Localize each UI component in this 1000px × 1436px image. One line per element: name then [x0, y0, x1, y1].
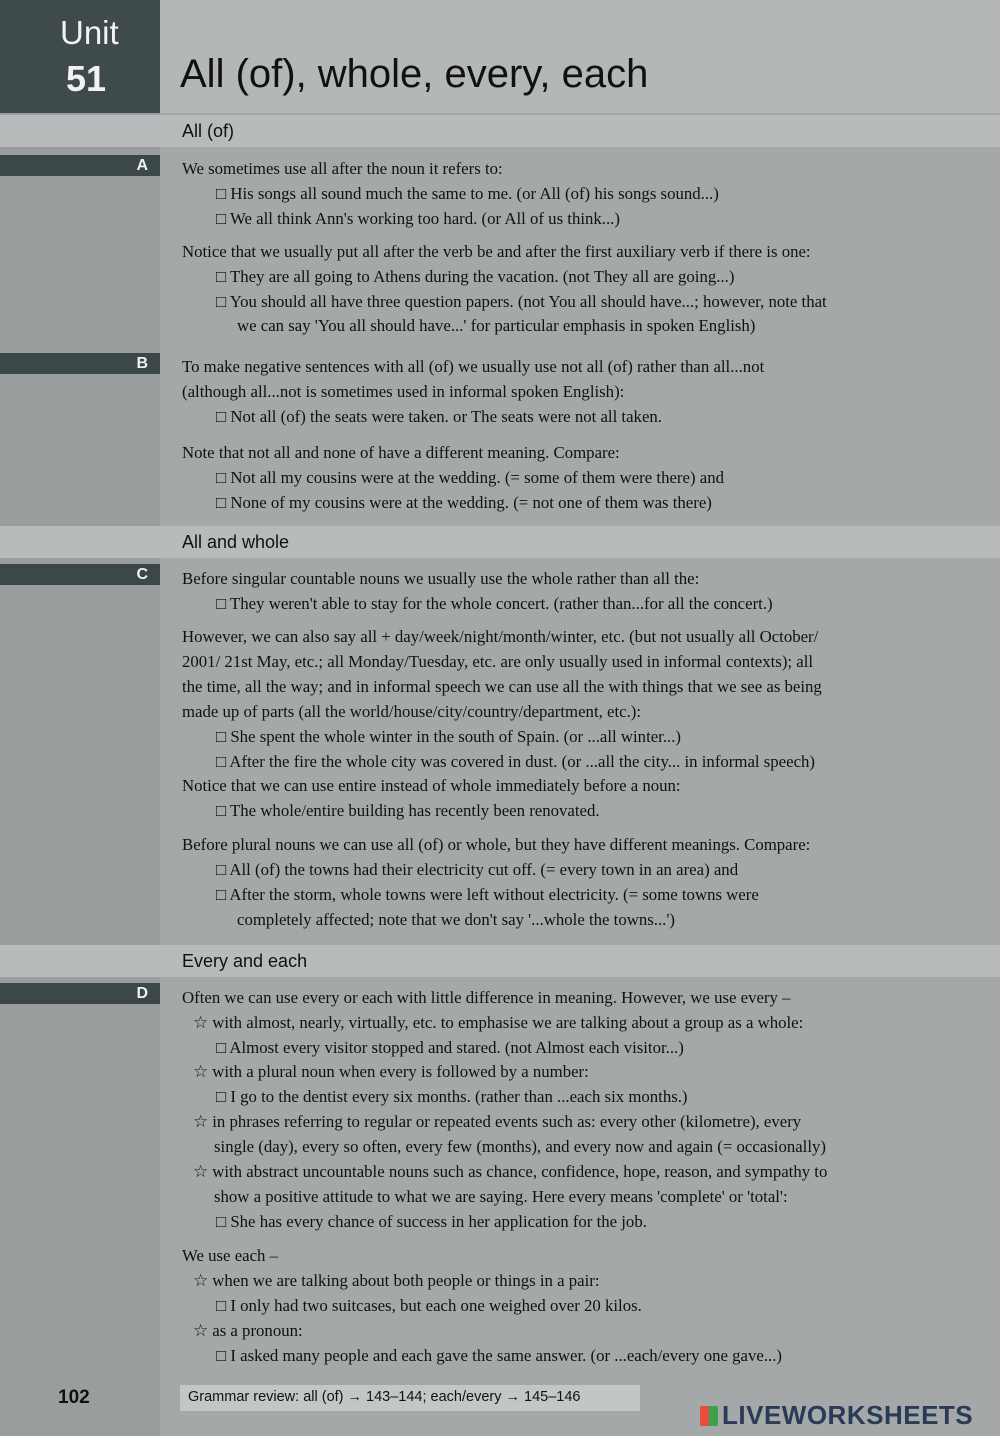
text-line: 2001/ 21st May, etc.; all Monday/Tuesday, etc. are only usually used in informal contexts); all — [182, 652, 814, 671]
bullet-line: ☆ with abstract uncountable nouns such as chance, confidence, hope, reason, and sympathy to — [193, 1162, 828, 1181]
example-line: □ His songs all sound much the same to me. (or All (of) his songs sound...) — [216, 184, 719, 203]
subhead-every-each: Every and each — [182, 951, 308, 971]
example-line: □ Almost every visitor stopped and stared. (not Almost each visitor...) — [216, 1038, 684, 1057]
subhead-all-whole: All and whole — [182, 532, 290, 552]
example-line: □ She spent the whole winter in the south of Spain. (or ...all winter...) — [216, 727, 682, 746]
section-bar-a — [0, 155, 160, 176]
left-margin-column — [0, 0, 160, 1436]
example-line: □ I go to the dentist every six months. (rather than ...each six months.) — [216, 1087, 688, 1106]
example-line: □ They are all going to Athens during the vacation. (not They all are going...) — [216, 267, 735, 286]
page-number: 102 — [58, 1387, 90, 1408]
logo-text: LIVEWORKSHEETS — [722, 1400, 974, 1430]
section-label-b: B — [136, 355, 148, 372]
subhead-band-all-whole — [0, 526, 1000, 558]
example-line: completely affected; note that we don't say '...whole the towns...') — [237, 910, 675, 929]
text-line: To make negative sentences with all (of) we usually use not all (of) rather than all...not — [182, 357, 765, 376]
text-line: However, we can also say all + day/week/night/month/winter, etc. (but not usually all October/ — [182, 627, 819, 646]
section-label-a: A — [136, 157, 148, 174]
text-line: We use each – — [182, 1246, 279, 1265]
section-bar-c — [0, 564, 160, 585]
subhead-band-all-of — [0, 115, 1000, 147]
bullet-line: ☆ with a plural noun when every is followed by a number: — [193, 1062, 589, 1081]
example-line: □ None of my cousins were at the wedding. (= not one of them was there) — [216, 493, 712, 512]
example-line: □ Not all my cousins were at the wedding. (= some of them were there) and — [216, 468, 724, 487]
liveworksheets-icon — [700, 1406, 718, 1426]
subhead-all-of: All (of) — [182, 121, 235, 141]
bullet-line: ☆ with almost, nearly, virtually, etc. to emphasise we are talking about a group as a whole: — [193, 1013, 804, 1032]
liveworksheets-logo — [700, 1400, 973, 1431]
unit-block — [0, 0, 160, 113]
section-bar-b — [0, 353, 160, 374]
text-line: the time, all the way; and in informal speech we can use all the with things that we see as being — [182, 677, 822, 696]
example-line: □ The whole/entire building has recently been renovated. — [216, 801, 600, 820]
page-title: All (of), whole, every, each — [180, 52, 649, 96]
bullet-line: show a positive attitude to what we are saying. Here every means 'complete' or 'total': — [214, 1187, 788, 1206]
example-line: □ We all think Ann's working too hard. (or All of us think...) — [216, 209, 620, 228]
example-line: □ Not all (of) the seats were taken. or The seats were not all taken. — [216, 407, 662, 426]
example-line: □ I asked many people and each gave the same answer. (or ...each/every one gave...) — [216, 1346, 782, 1365]
example-line: □ I only had two suitcases, but each one weighed over 20 kilos. — [216, 1296, 642, 1315]
example-line: we can say 'You all should have...' for particular emphasis in spoken English) — [237, 316, 756, 335]
example-line: □ They weren't able to stay for the whole concert. (rather than...for all the concert.) — [216, 594, 773, 613]
section-label-c: C — [136, 566, 148, 583]
unit-number: 51 — [66, 58, 107, 99]
text-line: Note that not all and none of have a different meaning. Compare: — [182, 443, 620, 462]
text-line: Notice that we can use entire instead of whole immediately before a noun: — [182, 776, 681, 795]
example-line: □ You should all have three question papers. (not You all should have...; however, note that — [216, 292, 827, 311]
example-line: □ After the storm, whole towns were left without electricity. (= some towns were — [216, 885, 759, 904]
section-bar-d — [0, 983, 160, 1004]
text-line: Before plural nouns we can use all (of) or whole, but they have different meanings. Compare: — [182, 835, 811, 854]
grammar-review-text: Grammar review: all (of) → 143–144; each/every → 145–146 — [188, 1389, 581, 1405]
example-line: □ After the fire the whole city was covered in dust. (or ...all the city... in informal speech) — [216, 752, 815, 771]
bullet-line: single (day), every so often, every few (months), and every now and again (= occasionally) — [214, 1137, 826, 1156]
text-line: made up of parts (all the world/house/city/country/department, etc.): — [182, 702, 642, 721]
text-line: Notice that we usually put all after the verb be and after the first auxiliary verb if there is one: — [182, 242, 811, 261]
example-line: □ All (of) the towns had their electricity cut off. (= every town in an area) and — [216, 860, 739, 879]
subhead-band-every-each — [0, 945, 1000, 977]
text-line: Before singular countable nouns we usually use the whole rather than all the: — [182, 569, 700, 588]
section-label-d: D — [136, 985, 148, 1002]
bullet-line: ☆ in phrases referring to regular or repeated events such as: every other (kilometre), every — [193, 1112, 802, 1131]
text-line: Often we can use every or each with little difference in meaning. However, we use every – — [182, 988, 791, 1007]
bullet-line: ☆ when we are talking about both people or things in a pair: — [193, 1271, 600, 1290]
text-line: (although all...not is sometimes used in informal spoken English): — [182, 382, 625, 401]
text-line: We sometimes use all after the noun it refers to: — [182, 159, 503, 178]
unit-label: Unit — [60, 14, 119, 51]
example-line: □ She has every chance of success in her application for the job. — [216, 1212, 647, 1231]
bullet-line: ☆ as a pronoun: — [193, 1321, 303, 1340]
